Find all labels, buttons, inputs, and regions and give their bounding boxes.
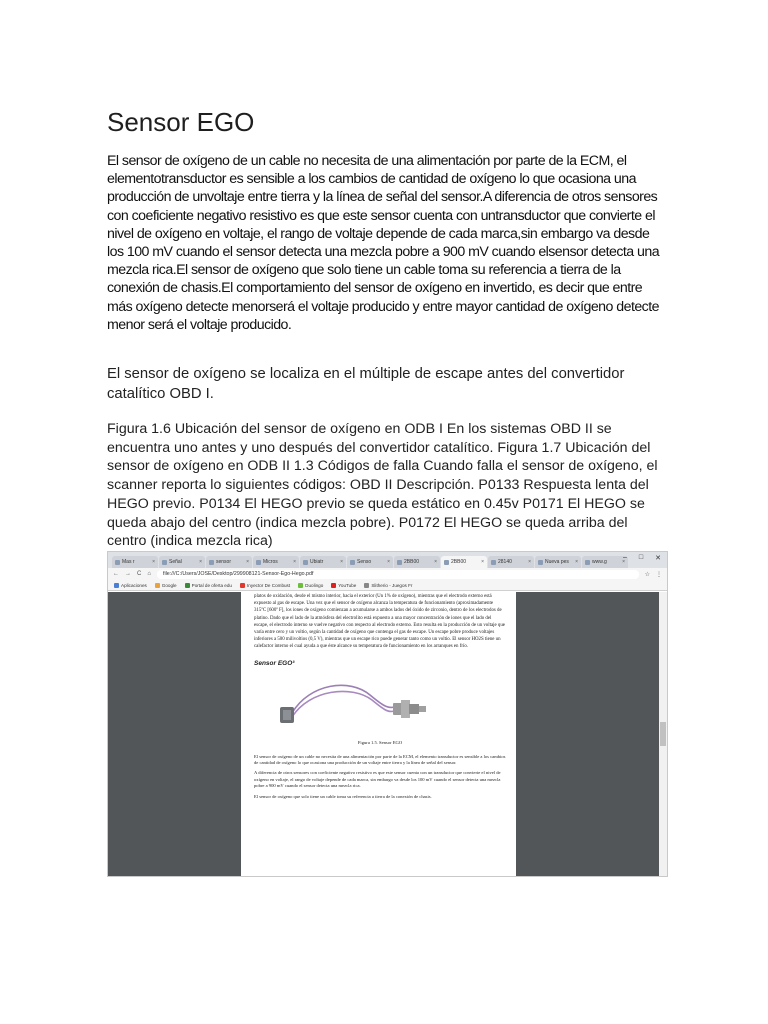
tab-close-icon[interactable]: × — [387, 559, 390, 565]
menu-icon[interactable]: ⋮ — [656, 571, 662, 578]
tab-favicon-icon — [538, 560, 543, 565]
document-title: Sensor EGO — [107, 107, 255, 137]
tab-close-icon[interactable]: × — [246, 559, 249, 565]
bookmark-icon — [185, 583, 190, 588]
star-icon[interactable]: ☆ — [644, 571, 650, 578]
tab-favicon-icon — [491, 560, 496, 565]
tab-close-icon[interactable]: × — [340, 559, 343, 565]
tab-label: sensor — [216, 559, 232, 565]
tab-label: www.g — [592, 559, 607, 565]
bookmark-item[interactable] — [364, 583, 412, 588]
tab-favicon-icon — [162, 560, 167, 565]
url-input[interactable]: file:///C:/Users/JOSE/Desktop/299908121-Sensor-Ego-Hego.pdf — [157, 570, 639, 579]
tab-label: 2BB00 — [451, 559, 467, 565]
pdf-top-text: platos de oxidación, desde el mismo interior, hacia el exterior (Un 1% de oxígeno), mientras que el electrodo externo está expuesto al gas de escape. Una vez que el sensor de oxígeno alcanza la temperatura de funcionamiento (aproximadamente 315ºC [600º F], los iones de oxígeno comienzan a acumularse a ambos lados del óxido de zirconio, dentro de los electrodos de platino. Dado que el lado de la atmósfera del electrolito está expuesto a una mayor concentración de iones que el lado del escape, el electrodo interno se vuelve negativo con respecto al electrodo externo. Esto resulta en la producción de un voltaje que varía entre cero y un voltio, según la cantidad de oxígeno que contenga el gas de escape. Un escape pobre produce voltajes inferiores a 500 milivoltios (0,5 V), mientras que un escape rico puede generar tanto como un voltio. El sensor HO2S tiene un calefactor interno el cual ayuda a que éste alcance su temperatura de funcionamiento en los arranques en frío. — [254, 594, 505, 650]
tab-close-icon[interactable]: × — [528, 559, 531, 565]
pdf-viewer — [108, 592, 667, 876]
tab-close-icon[interactable]: × — [575, 559, 578, 565]
tab-label: Senso — [357, 559, 372, 565]
bookmark-item[interactable] — [114, 583, 147, 588]
bookmark-item[interactable] — [185, 583, 232, 588]
tab-favicon-icon — [209, 560, 214, 565]
browser-tab[interactable] — [394, 556, 440, 568]
tab-label: Micros — [263, 559, 278, 565]
maximize-icon[interactable]: □ — [638, 554, 644, 561]
tab-label: Señal — [169, 559, 182, 565]
tab-favicon-icon — [585, 560, 590, 565]
tab-label: Nueva pes — [545, 559, 569, 565]
tab-favicon-icon — [256, 560, 261, 565]
tab-label: 28140 — [498, 559, 512, 565]
pdf-page — [241, 592, 516, 876]
pdf-body-paragraph: El sensor de oxígeno que solo tiene un cable toma su referencia a tierra de la conexión de chasis. — [254, 793, 432, 799]
browser-tab[interactable] — [347, 556, 393, 568]
forward-icon[interactable]: → — [125, 571, 131, 577]
tab-favicon-icon — [350, 560, 355, 565]
tab-favicon-icon — [303, 560, 308, 565]
tab-label: 2BB00 — [404, 559, 420, 565]
browser-tab[interactable] — [535, 556, 581, 568]
sensor-ego-photo — [270, 673, 430, 737]
tab-close-icon[interactable]: × — [481, 559, 484, 565]
embedded-browser-screenshot — [107, 551, 668, 877]
browser-tab[interactable] — [300, 556, 346, 568]
bookmark-icon — [331, 583, 336, 588]
browser-tab-bar — [108, 552, 667, 568]
tab-favicon-icon — [397, 560, 402, 565]
address-bar — [108, 568, 667, 580]
tab-close-icon[interactable]: × — [152, 559, 155, 565]
tab-close-icon[interactable]: × — [293, 559, 296, 565]
bookmark-label: Duolingo — [305, 582, 324, 588]
browser-tab[interactable] — [206, 556, 252, 568]
tab-list — [112, 556, 629, 568]
bookmark-icon — [298, 583, 303, 588]
browser-tab[interactable] — [582, 556, 628, 568]
bookmark-label: YouTube — [338, 582, 357, 588]
pdf-body-paragraph: A diferencia de otros sensores con coeficiente negativo resistivo es que este sensor cuenta con un transductor que convierte el nivel de oxígeno en voltaje, el rango de voltaje depende de cada marca, sin embargo va desde los 100 mV cuando el sensor detecta una mezcla pobre a 900 mV cuando el sensor detecta una mezcla rica. — [254, 770, 501, 789]
tab-close-icon[interactable]: × — [199, 559, 202, 565]
back-icon[interactable]: ← — [113, 571, 119, 577]
reload-icon[interactable]: C — [137, 571, 142, 577]
tab-favicon-icon — [444, 560, 449, 565]
bookmark-icon — [114, 583, 119, 588]
bookmark-item[interactable] — [155, 583, 177, 588]
window-controls — [623, 554, 661, 562]
bookmark-icon — [155, 583, 160, 588]
pdf-figure-caption: Figura 1.5. Sensor EGO — [357, 739, 403, 745]
bookmark-icon — [364, 583, 369, 588]
home-icon[interactable]: ⌂ — [147, 571, 151, 577]
paragraph-sensor-location: El sensor de oxígeno se localiza en el múltiple de escape antes del convertidor catalítico OBD I. — [107, 366, 625, 402]
bookmark-label: Slitherio - Juegos Fr — [371, 582, 413, 588]
pdf-scrollbar[interactable] — [659, 592, 667, 876]
bookmark-label: Aplicaciones — [121, 582, 147, 588]
tab-close-icon[interactable]: × — [434, 559, 437, 565]
tab-label: Ubiatr — [310, 559, 324, 565]
tab-label: Mas r — [122, 559, 135, 565]
paragraph-sensor-description: El sensor de oxígeno de un cable no necesita de una alimentación por parte de la ECM, el elementotransductor es sensible a los cambios de cantidad de oxígeno lo que ocasiona una producción de unvoltaje entre tierra y la línea de señal del sensor.A diferencia de otros sensores con coeficiente negativo resistivo es que este sensor cuenta con untransductor que convierte el nivel de oxígeno en voltaje, el rango de voltaje depende de cada marca,sin embargo va desde los 100 mV cuando el sensor detecta una mezcla pobre a 900 mV cuando elsensor detecta una mezcla rica.El sensor de oxígeno que solo tiene un cable toma su referencia a tierra de la conexión de chasis.El comportamiento del sensor de oxígeno en invertido, es decir que entre más oxígeno detecte menorserá el voltaje producido y entre mayor cantidad de oxígeno detecte menor será el voltaje producido. — [107, 153, 660, 333]
bookmark-item[interactable] — [331, 583, 356, 588]
pdf-heading: Sensor EGO³ — [254, 659, 295, 667]
browser-tab[interactable] — [253, 556, 299, 568]
bookmark-icon — [240, 583, 245, 588]
bookmark-item[interactable] — [298, 583, 323, 588]
pdf-scrollbar-thumb[interactable] — [660, 722, 666, 746]
tab-favicon-icon — [115, 560, 120, 565]
paragraph-fault-codes: Figura 1.6 Ubicación del sensor de oxígeno en ODB I En los sistemas OBD II se encuentra uno antes y uno después del convertidor catalítico. Figura 1.7 Ubicación del sensor de oxígeno en ODB II 1.3 Códigos de falla Cuando falla el sensor de oxígeno, el scanner reporta lo siguientes códigos: OBD II Descripción. P0133 Respuesta lenta del HEGO previo. P0134 El HEGO previo se queda estático en 0.45v P0171 El HEGO se queda abajo del centro (indica mezcla pobre). P0172 El HEGO se queda arriba del centro (indica mezcla rica) — [107, 421, 658, 550]
bookmark-label: Inyector De Combust — [246, 582, 291, 588]
browser-tab[interactable] — [488, 556, 534, 568]
browser-tab[interactable] — [112, 556, 158, 568]
browser-tab[interactable] — [159, 556, 205, 568]
tab-close-icon[interactable]: × — [622, 559, 625, 565]
bookmark-label: Google — [161, 582, 177, 588]
bookmarks-bar — [108, 580, 667, 591]
bookmark-label: Portal de oferta edu — [191, 582, 232, 588]
sensor-ego-image — [270, 673, 430, 737]
pdf-body-paragraph: El sensor de oxígeno de un cable no necesita de una alimentación por parte de la ECM, el elemento transductor es sensible a los cambios de cantidad de oxígeno lo que ocasiona una producción de un voltaje entre tierra y la línea de señal del sensor. — [254, 753, 506, 766]
browser-tab[interactable] — [441, 556, 487, 568]
minimize-icon[interactable]: – — [622, 554, 627, 561]
close-icon[interactable]: ✕ — [655, 555, 661, 562]
bookmark-item[interactable] — [240, 583, 290, 588]
